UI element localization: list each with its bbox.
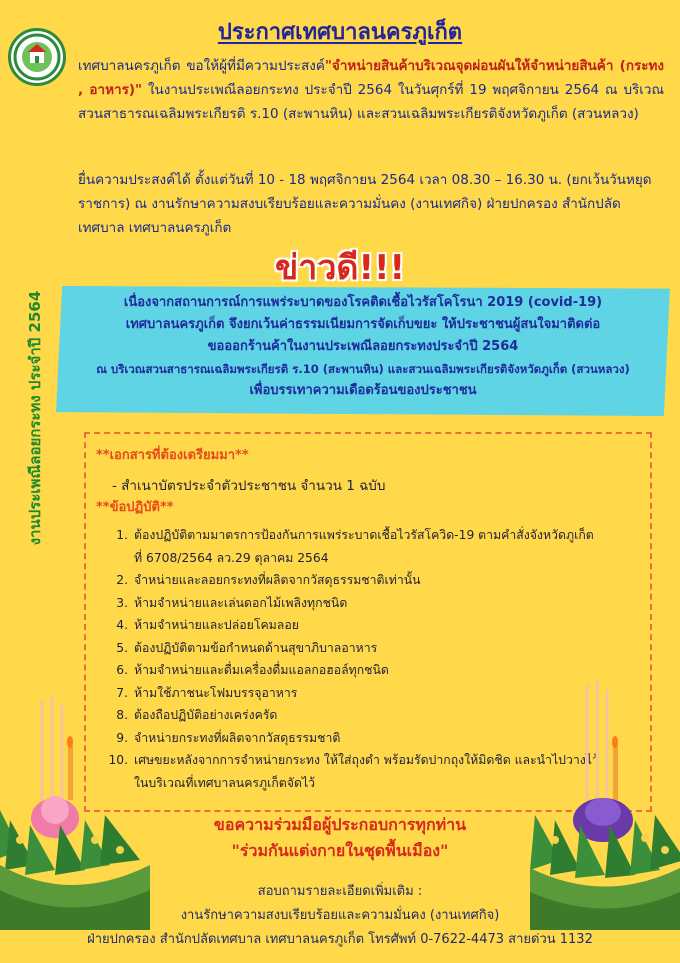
contact-phone: ฝ่ายปกครอง สำนักปลัดเทศบาล เทศบาลนครภูเก็ต โทรศัพท์ 0-7622-4473 สายด่วน 1132	[87, 932, 593, 947]
cooperation-slogan: "ร่วมกันแต่งกายในชุดพื้นเมือง"	[231, 841, 449, 860]
rules-heading: **ข้อปฏิบัติ**	[96, 500, 174, 515]
rule-text: ที่ 6708/2564 ลว.29 ตุลาคม 2564	[134, 550, 329, 565]
announcement-text	[56, 292, 670, 402]
announcement-line: เนื่องจากสถานการณ์การแพร่ระบาดของโรคติดเชื้อไวรัสโคโรนา 2019 (covid-19)	[123, 295, 603, 310]
rule-number: 2.	[116, 573, 128, 587]
list-item	[104, 547, 644, 570]
side-event-text: งานประเพณีลอยกระทง ประจำปี 2564	[26, 290, 44, 546]
rule-text: ห้ามจำหน่ายและดื่มเครื่องดื่มแอลกอฮอล์ทุกชนิด	[134, 663, 389, 677]
rule-number: 4.	[116, 618, 128, 632]
rule-text: ห้ามจำหน่ายและเล่นดอกไม้เพลิงทุกชนิด	[134, 595, 348, 610]
rule-number: 7.	[116, 685, 128, 700]
announcement-line: ขอออกร้านค้าในงานประเพณีลอยกระทงประจำปี 2564	[207, 339, 519, 354]
intro-text-b: ในงานประเพณีลอยกระทง ประจำปี 2564 ในวันศุกร์ที่ 19 พฤศจิกายน 2564 ณ บริเวณสวนสาธารณเฉลิมพระเกียรติ ร.10 (สะพานหิน) และสวนเฉลิมพระเกียรติจังหวัดภูเก็ต (สวนหลวง)	[78, 82, 664, 122]
good-news-heading: ข่าวดี!!!	[274, 248, 406, 288]
rule-number: 6.	[116, 663, 128, 677]
rule-text: ห้ามจำหน่ายและปล่อยโคมลอย	[134, 618, 299, 632]
rule-number: 3.	[116, 595, 128, 610]
krathong-right-icon	[525, 680, 680, 930]
rule-text: ห้ามใช้ภาชนะโฟมบรรจุอาหาร	[134, 685, 298, 700]
rule-number: 10.	[108, 753, 128, 767]
intro-paragraph	[78, 54, 664, 126]
intro-highlight: "จำหน่ายสินค้าบริเวณจุดผ่อนผันให้จำหน่ายสินค้า (กระทง , อาหาร)"	[78, 58, 664, 98]
rule-text: ต้องถือปฏิบัติอย่างเคร่งครัด	[134, 708, 278, 722]
announcement-line: ณ บริเวณสวนสาธารณเฉลิมพระเกียรติ ร.10 (สะพานหิน) และสวนเฉลิมพระเกียรติจังหวัดภูเก็ต (สวนหลวง)	[96, 362, 630, 376]
contact-office: งานรักษาความสงบเรียบร้อยและความมั่นคง (งานเทศกิจ)	[180, 908, 500, 923]
rule-text: ในบริเวณที่เทศบาลนครภูเก็ตจัดไว้	[134, 775, 316, 790]
documents-heading: **เอกสารที่ต้องเตรียมมา**	[96, 448, 249, 463]
intro-text-a: เทศบาลนครภูเก็ต ขอให้ผู้ที่มีความประสงค์	[78, 58, 325, 74]
page-title: ประกาศเทศบาลนครภูเก็ต	[217, 20, 463, 45]
list-item	[104, 592, 644, 615]
rule-number: 1.	[116, 528, 128, 542]
side-event-label	[20, 248, 50, 588]
cooperation-line: ขอความร่วมมือผู้ประกอบการทุกท่าน	[213, 815, 467, 834]
list-item	[104, 659, 644, 682]
list-item	[104, 569, 644, 592]
announcement-line: เพื่อบรรเทาความเดือดร้อนของประชาชน	[249, 383, 477, 398]
application-paragraph: ยื่นความประสงค์ได้ ตั้งแต่วันที่ 10 - 18 พฤศจิกายน 2564 เวลา 08.30 – 16.30 น. (ยกเว้นวันหยุดราชการ) ณ งานรักษาความสงบเรียบร้อยและความมั่นคง (งานเทศกิจ) ฝ่ายปกครอง สำนักปลัดเทศบาล เทศบาลนครภูเก็ต	[78, 172, 652, 236]
rule-number: 9.	[116, 730, 128, 745]
list-item	[104, 614, 644, 637]
rule-text: จำหน่ายและลอยกระทงที่ผลิตจากวัสดุธรรมชาติเท่านั้น	[134, 573, 421, 587]
rule-text: จำหน่ายกระทงที่ผลิตจากวัสดุธรรมชาติ	[134, 730, 341, 745]
rule-number: 8.	[116, 708, 128, 722]
documents-item: - สำเนาบัตรประจำตัวประชาชน จำนวน 1 ฉบับ	[112, 478, 386, 494]
announcement-line: เทศบาลนครภูเก็ต จึงยกเว้นค่าธรรมเนียมการจัดเก็บขยะ ให้ประชาชนผู้สนใจมาติดต่อ	[125, 317, 601, 332]
list-item	[104, 637, 644, 660]
rule-text: ต้องปฏิบัติตามมาตรการป้องกันการแพร่ระบาดเชื้อไวรัสโควิด-19 ตามคำสั่งจังหวัดภูเก็ต	[134, 528, 594, 542]
list-item	[104, 524, 644, 547]
contact-heading: สอบถามรายละเอียดเพิ่มเติม :	[257, 884, 423, 899]
rule-text: ต้องปฏิบัติตามข้อกำหนดด้านสุขาภิบาลอาหาร	[134, 640, 378, 655]
krathong-left-icon	[0, 690, 150, 930]
rule-text: เศษขยะหลังจากการจำหน่ายกระทง ให้ใส่ถุงดำ พร้อมรัดปากถุงให้มิดชิด และนำไปวางไว้	[134, 753, 599, 767]
rule-number: 5.	[116, 640, 128, 655]
municipality-seal-icon	[8, 28, 66, 86]
